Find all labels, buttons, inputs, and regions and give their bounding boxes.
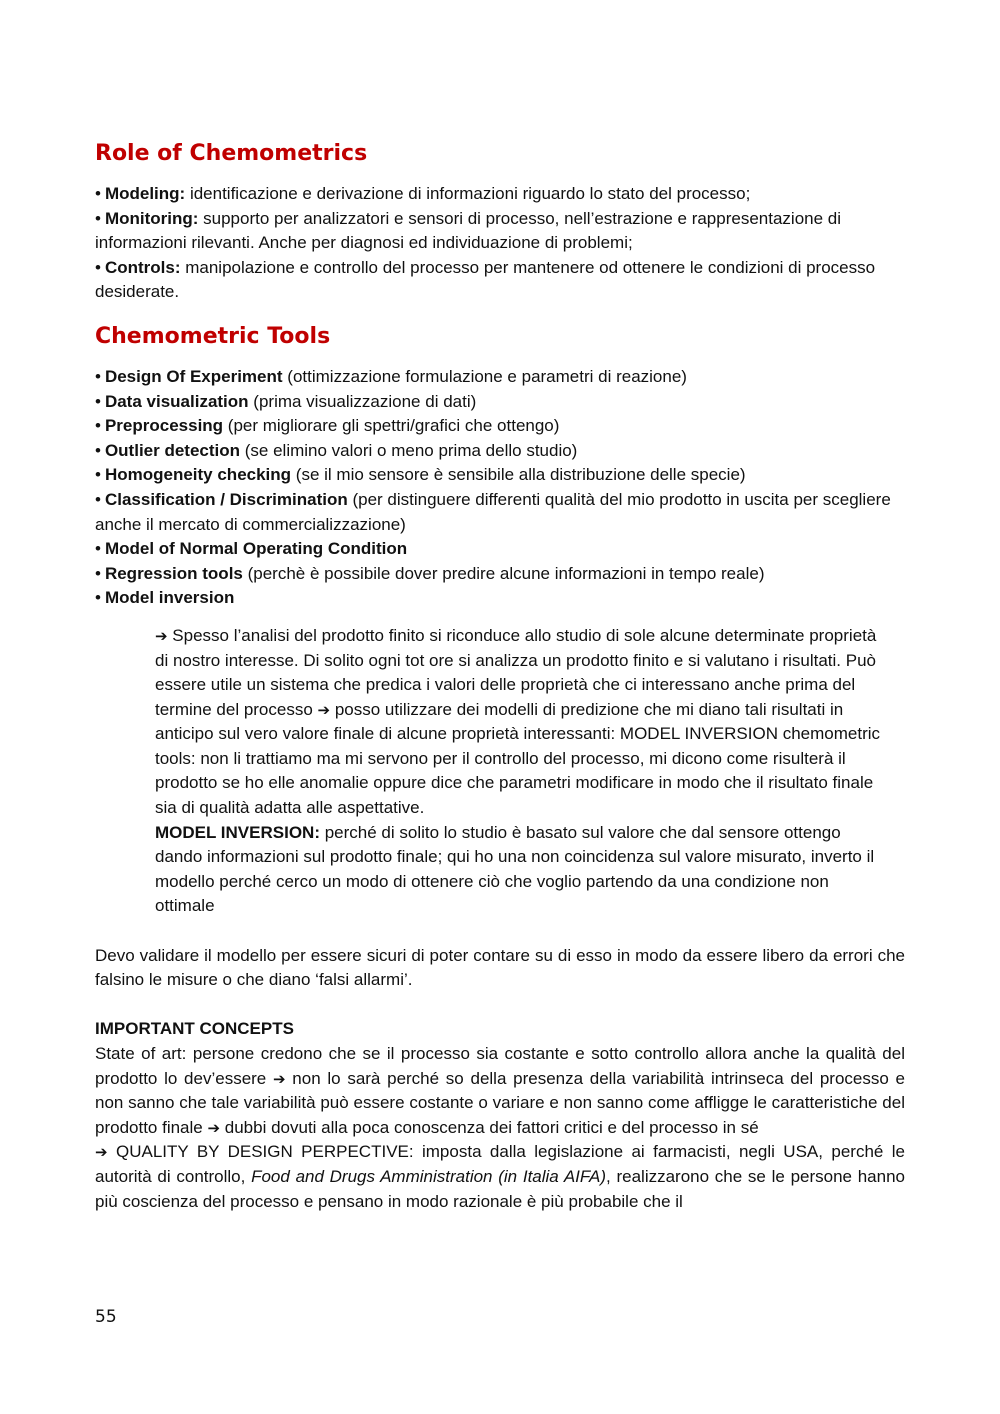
item-term: Outlier detection (104, 440, 241, 460)
note-text: Spesso l’analisi del prodotto finito si riconduce allo studio di sole alcune determinate proprietà di nostro interesse. Di solito ogni tot ore si analizza un prodotto finito e si valutano i risultati. Può essere utile un sistema che predica i valori delle proprietà che ci interessano anche prima del termine del processo (155, 625, 877, 719)
arrow-right-icon: ➔ (317, 700, 331, 719)
tools-list (95, 365, 905, 611)
note-term: MODEL INVERSION: (155, 822, 320, 842)
bullet-icon: • (95, 366, 101, 386)
item-term: Model of Normal Operating Condition (104, 539, 408, 559)
item-term: Controls: (104, 257, 181, 277)
item-text: (prima visualizzazione di dati) (248, 391, 477, 411)
bullet-icon: • (95, 208, 101, 228)
item-term: Design Of Experiment (104, 366, 283, 386)
item-term: Classification / Discrimination (104, 489, 348, 509)
list-item (95, 182, 905, 207)
item-text: manipolazione e controllo del processo per mantenere od ottenere le condizioni di processo desiderate. (95, 257, 876, 302)
list-item (95, 256, 905, 305)
paragraph-text: State of art: persone credono che se il processo sia costante e sotto controllo allora anche la qualità del prodotto lo dev’essere (95, 1044, 905, 1088)
state-of-art-paragraph (95, 1042, 905, 1140)
list-item (95, 390, 905, 415)
bullet-icon: • (95, 539, 101, 559)
item-text: supporto per analizzatori e sensori di processo, nell’estrazione e rappresentazione di informazioni rilevanti. Anche per diagnosi ed individuazione di problemi; (95, 208, 842, 253)
bullet-icon: • (95, 391, 101, 411)
item-text: (per distinguere differenti qualità del mio prodotto in uscita per scegliere anche il mercato di commercializzazione) (95, 489, 891, 534)
arrow-right-icon: ➔ (155, 626, 168, 645)
note-paragraph (155, 624, 890, 821)
list-item (95, 586, 905, 611)
section-title-tools: Chemometric Tools (95, 323, 331, 349)
bullet-icon: • (95, 563, 101, 583)
note-text: perché di solito lo studio è basato sul valore che dal sensore ottengo dando informazioni sul prodotto finale; qui ho una non coincidenza sul valore misurato, inverto il modello perché cerco un modo di ottenere ciò che voglio partendo da una condizione non ottimale (155, 822, 875, 916)
model-inversion-note (155, 624, 890, 919)
list-item (95, 207, 905, 256)
note-paragraph (155, 821, 890, 919)
arrow-right-icon: ➔ (207, 1118, 221, 1137)
list-item (95, 439, 905, 464)
paragraph-text: dubbi dovuti alla poca conoscenza dei fattori critici e del processo in sé (220, 1117, 759, 1137)
list-item (95, 488, 905, 537)
item-text: identificazione e derivazione di informazioni riguardo lo stato del processo; (185, 184, 751, 203)
list-item (95, 365, 905, 390)
bullet-icon: • (95, 465, 101, 485)
paragraph-text: , realizzarono che se le persone hanno più coscienza del processo e pensano in modo razionale è più probabile che il (95, 1166, 905, 1211)
item-term: Data visualization (104, 391, 249, 411)
list-item (95, 537, 905, 562)
bullet-icon: • (95, 489, 101, 509)
bullet-icon: • (95, 257, 101, 277)
validation-paragraph: Devo validare il modello per essere sicuri di poter contare su di esso in modo da essere libero da errori che falsino le misure o che diano ‘falsi allarmi’. (95, 945, 905, 990)
item-term: Modeling: (104, 184, 186, 203)
role-list (95, 182, 905, 305)
item-text: (ottimizzazione formulazione e parametri di reazione) (282, 366, 687, 386)
bullet-icon: • (95, 588, 101, 608)
item-term: Regression tools (104, 563, 243, 583)
note-text: posso utilizzare dei modelli di predizione che mi diano tali risultati in anticipo sul vero valore finale di alcune proprietà interessanti: MODEL INVERSION chemometric tools: non li trattiamo ma mi servono per il controllo del processo, mi dicono come risulterà il prodotto se ho elle anomalie oppure dice che parametri modificare in modo che il risultato finale sia di qualità adatta alle aspettative. (155, 699, 881, 818)
item-term: Monitoring: (104, 208, 199, 228)
agency-name: Food and Drugs Amministration (in Italia AIFA) (251, 1166, 607, 1186)
list-item (95, 562, 905, 587)
document-page (95, 138, 905, 1214)
item-text: (per migliorare gli spettri/grafici che ottengo) (223, 416, 560, 436)
concepts-heading-text: IMPORTANT CONCEPTS (95, 1019, 294, 1039)
page-number: 55 (95, 1307, 117, 1327)
item-text: (se il mio sensore è sensibile alla distribuzione delle specie) (291, 465, 746, 485)
paragraph-text: non lo sarà perché so della presenza della variabilità intrinseca del processo e non sanno che tale variabilità può essere costante o variare e non sanno come affligge le caratteristiche del prodotto finale (95, 1068, 905, 1137)
bullet-icon: • (95, 416, 101, 436)
item-term: Preprocessing (104, 416, 224, 436)
concepts-heading (95, 1017, 905, 1042)
item-term: Model inversion (104, 588, 235, 608)
section-title-role: Role of Chemometrics (95, 141, 368, 166)
paragraph-text: QUALITY BY DESIGN PERPECTIVE: imposta dalla legislazione ai farmacisti, negli USA, perché le autorità di controllo, (95, 1142, 905, 1186)
item-text: (perchè è possibile dover predire alcune informazioni in tempo reale) (242, 563, 765, 583)
item-term: Homogeneity checking (104, 465, 292, 485)
list-item (95, 414, 905, 439)
bullet-icon: • (95, 440, 101, 460)
bullet-icon: • (95, 184, 101, 203)
quality-by-design-paragraph (95, 1140, 905, 1214)
item-text: (se elimino valori o meno prima dello studio) (240, 440, 578, 460)
list-item (95, 463, 905, 488)
arrow-right-icon: ➔ (272, 1069, 286, 1088)
arrow-right-icon: ➔ (95, 1143, 108, 1162)
